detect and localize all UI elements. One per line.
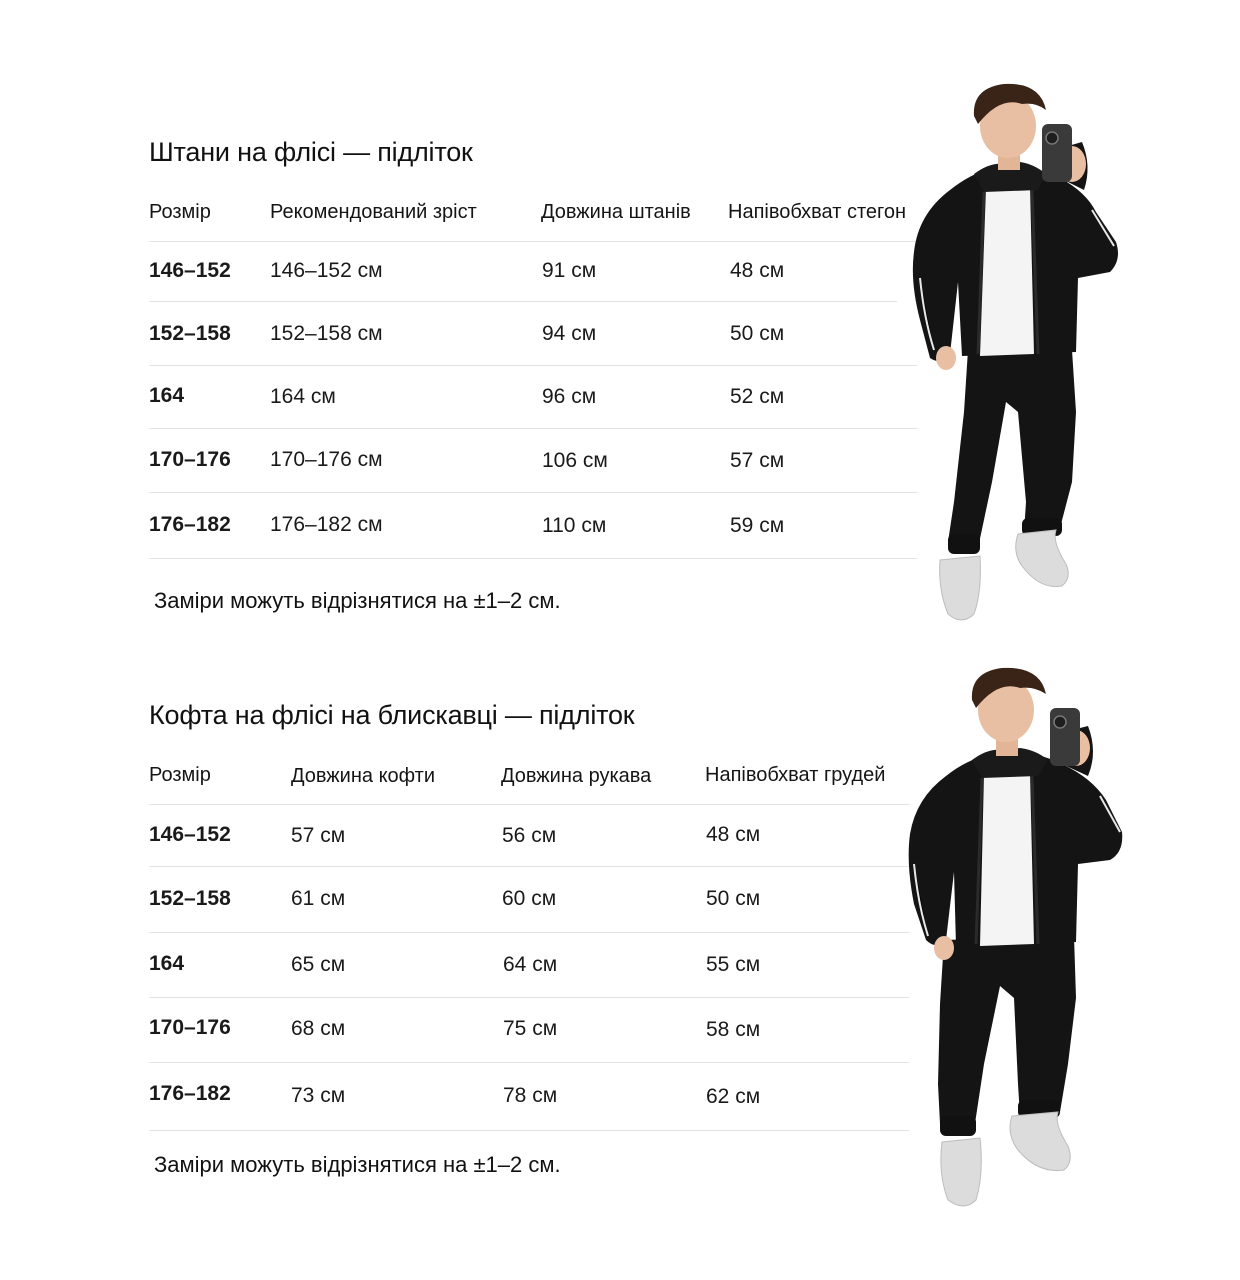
jacket-divider [149,1062,909,1063]
jacket-cell-size: 152–158 [149,887,231,910]
pants-cell-size: 164 [149,384,185,407]
pants-title: Штани на флісі — підліток [149,137,473,167]
jacket-divider [149,804,909,805]
jacket-cell-chest: 50 см [706,887,761,910]
pants-cell-hip: 50 см [730,322,785,345]
jacket-title: Кофта на флісі на блискавці — підліток [149,700,635,730]
jacket-cell-length: 61 см [291,887,346,910]
pants-divider [149,558,917,559]
pants-cell-length: 110 см [542,514,607,537]
jacket-cell-length: 65 см [291,953,346,976]
pants-cell-hip: 48 см [730,259,785,282]
pants-cell-size: 146–152 [149,259,231,282]
pants-cell-hip: 57 см [730,449,785,472]
jacket-divider [149,866,909,867]
jacket-note: Заміри можуть відрізнятися на ±1–2 см. [154,1152,561,1177]
jacket-divider [149,932,909,933]
pants-cell-height: 176–182 см [270,513,383,536]
jacket-cell-size: 176–182 [149,1082,231,1105]
pants-header-height: Рекомендований зріст [270,201,477,223]
pants-cell-height: 170–176 см [270,448,383,471]
pants-divider [149,492,917,493]
jacket-divider [149,1130,909,1131]
jacket-header-length: Довжина кофти [291,765,436,787]
pants-cell-size: 170–176 [149,448,231,471]
jacket-cell-size: 170–176 [149,1016,231,1039]
pants-cell-length: 91 см [542,259,597,282]
pants-cell-height: 164 см [270,385,336,408]
pants-cell-size: 152–158 [149,322,231,345]
jacket-cell-size: 146–152 [149,823,231,846]
pants-divider [149,241,917,242]
model-figure [909,668,1123,1206]
pants-cell-length: 106 см [542,449,608,472]
jacket-cell-size: 164 [149,952,185,975]
pants-divider [149,428,917,429]
jacket-cell-chest: 62 см [706,1085,761,1108]
pants-cell-size: 176–182 [149,513,231,536]
jacket-cell-sleeve: 56 см [502,824,557,847]
pants-cell-height: 152–158 см [270,322,383,345]
pants-cell-length: 96 см [542,385,597,408]
jacket-cell-length: 57 см [291,824,346,847]
jacket-divider [149,997,909,998]
phone-icon [1042,124,1072,182]
pants-cell-length: 94 см [542,322,597,345]
jacket-cell-sleeve: 78 см [503,1084,558,1107]
jacket-cell-sleeve: 75 см [503,1017,558,1040]
jacket-cell-chest: 55 см [706,953,761,976]
model-figure [913,84,1118,620]
pants-header-length: Довжина штанів [541,201,691,223]
model-photo-pants [900,82,1130,630]
jacket-cell-chest: 48 см [706,823,761,846]
pants-cell-hip: 59 см [730,514,785,537]
phone-icon [1050,708,1080,766]
pants-cell-hip: 52 см [730,385,785,408]
jacket-header-sleeve: Довжина рукава [501,765,652,787]
pants-divider [149,301,897,302]
model-photo-jacket [900,664,1132,1214]
pants-header-size: Розмір [149,201,211,223]
jacket-cell-length: 68 см [291,1017,346,1040]
jacket-cell-chest: 58 см [706,1018,761,1041]
jacket-cell-sleeve: 64 см [503,953,558,976]
jacket-cell-sleeve: 60 см [502,887,557,910]
pants-cell-height: 146–152 см [270,259,383,282]
pants-divider [149,365,917,366]
pants-header-hip: Напівобхват стегон [728,201,907,223]
jacket-header-chest: Напівобхват грудей [705,764,886,786]
jacket-cell-length: 73 см [291,1084,346,1107]
jacket-header-size: Розмір [149,764,211,786]
pants-note: Заміри можуть відрізнятися на ±1–2 см. [154,588,561,613]
